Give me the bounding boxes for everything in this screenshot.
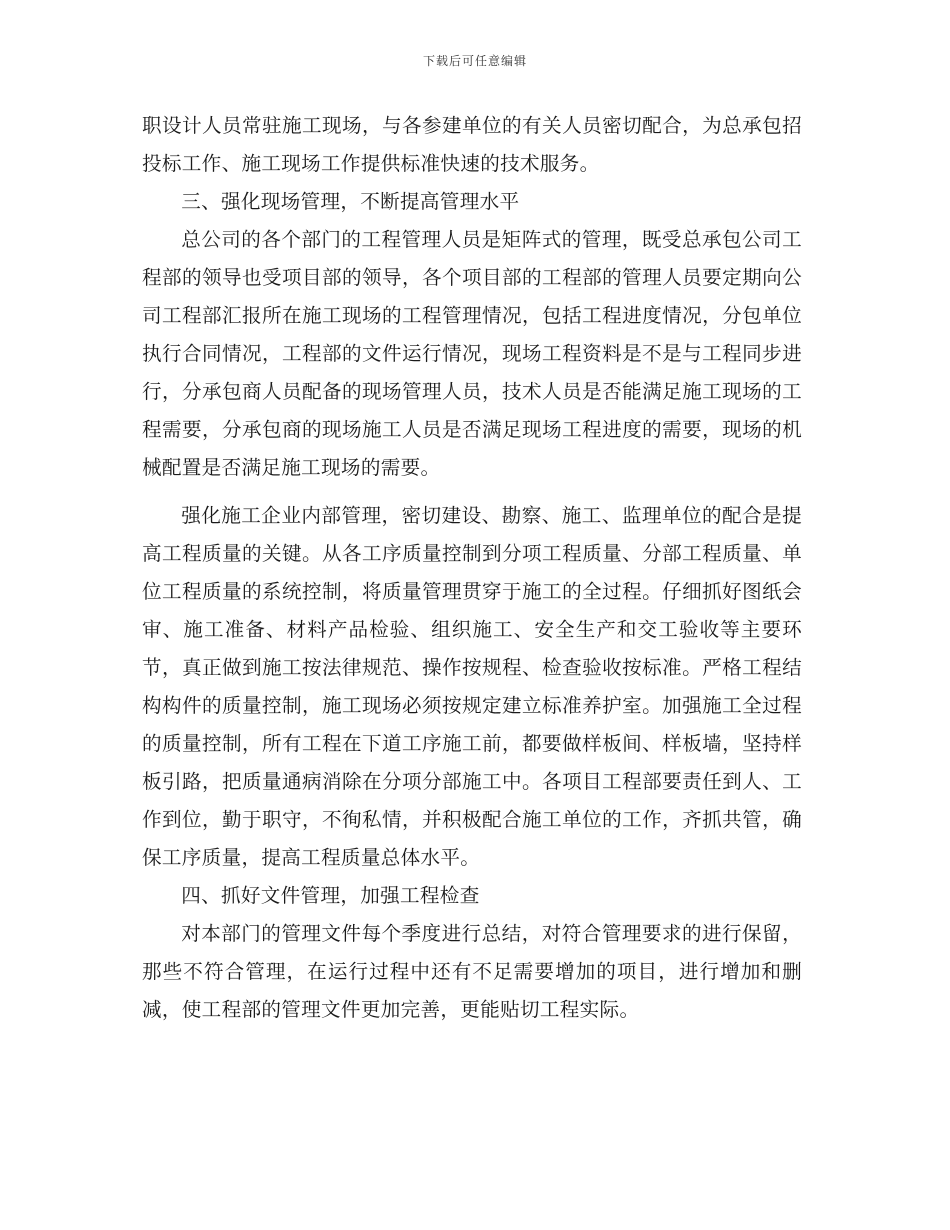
section-heading-3: 三、强化现场管理，不断提高管理水平 (181, 190, 520, 213)
paragraph-management-structure: 总公司的各个部门的工程管理人员是矩阵式的管理，既受总承包公司工程部的领导也受项目部的领导，各个项目部的工程部的管理人员要定期向公司工程部汇报所在施工现场的工程管理情况，包括工程进度情况，分包单位执行合同情况，工程部的文件运行情况，现场工程资料是不是与工程同步进行，分承包商人员配备的现场管理人员，技术人员是否能满足施工现场的工程需要，分承包商的现场施工人员是否满足现场工程进度的需要，现场的机械配置是否满足施工现场的需要。 (142, 228, 802, 479)
document-body (142, 107, 802, 1029)
page-header: 下载后可任意编辑 (422, 54, 527, 68)
paragraph-continuation: 职设计人员常驻施工现场，与各参建单位的有关人员密切配合，为总承包招投标工作、施工现场工作提供标准快速的技术服务。 (142, 114, 802, 175)
section-heading-4: 四、抓好文件管理，加强工程检查 (181, 884, 480, 907)
paragraph-document-management: 对本部门的管理文件每个季度进行总结，对符合管理要求的进行保留，那些不符合管理，在运行过程中还有不足需要增加的项目，进行增加和删减，使工程部的管理文件更加完善，更能贴切工程实际。 (142, 922, 802, 1021)
paragraph-quality-control: 强化施工企业内部管理，密切建设、勘察、施工、监理单位的配合是提高工程质量的关键。从各工序质量控制到分项工程质量、分部工程质量、单位工程质量的系统控制，将质量管理贯穿于施工的全过程。仔细抓好图纸会审、施工准备、材料产品检验、组织施工、安全生产和交工验收等主要环节，真正做到施工按法律规范、操作按规程、检查验收按标准。严格工程结构构件的质量控制，施工现场必须按规定建立标准养护室。加强施工全过程的质量控制，所有工程在下道工序施工前，都要做样板间、样板墙，坚持样板引路，把质量通病消除在分项分部施工中。各项目工程部要责任到人、工作到位，勤于职守，不徇私情，并积极配合施工单位的工作，齐抓共管，确保工序质量，提高工程质量总体水平。 (142, 504, 802, 869)
